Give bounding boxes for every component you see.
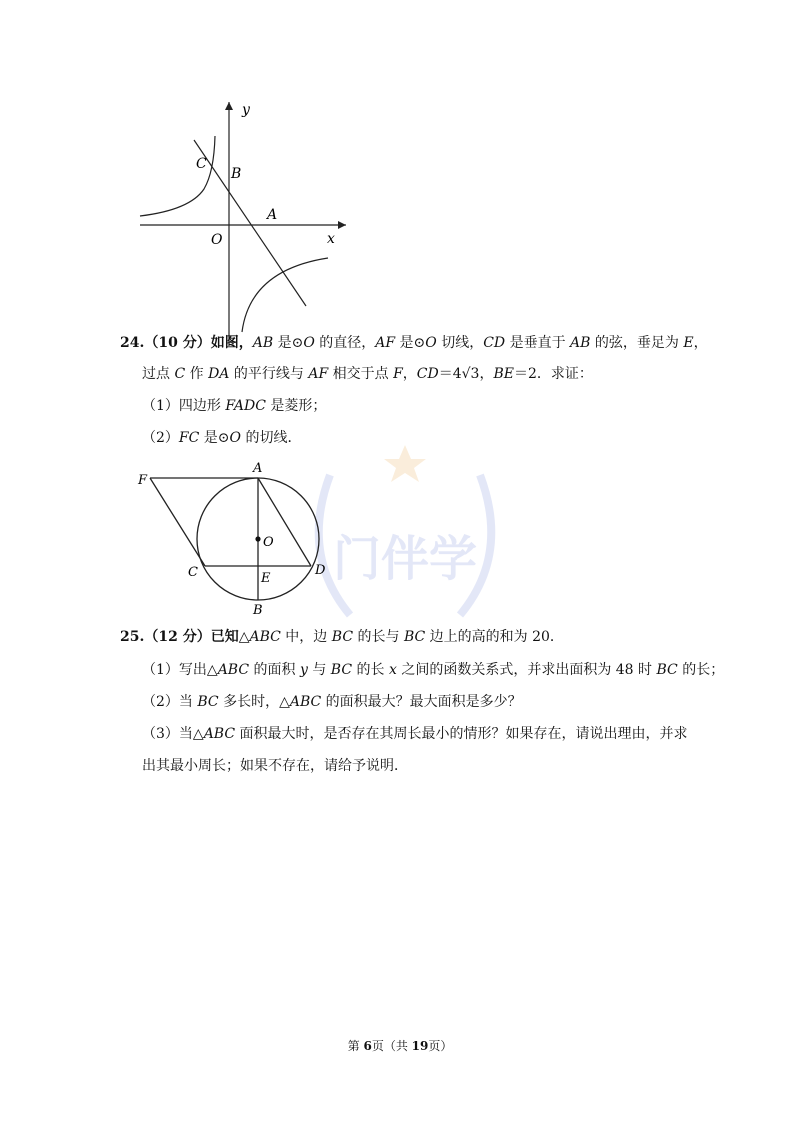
- x-axis-arrow-icon: [338, 221, 346, 229]
- text: 边上的高的和为 20．: [425, 629, 564, 645]
- label-x: x: [327, 231, 335, 247]
- text: 中，边: [280, 629, 332, 645]
- q24-line-1: [120, 333, 708, 353]
- text: 的面积: [249, 662, 300, 678]
- text: 的长与: [353, 629, 404, 645]
- label-a: A: [253, 461, 263, 476]
- q25-head: 25.（12 分）已知△: [120, 629, 250, 645]
- label-e: E: [261, 571, 271, 586]
- q25-line-1: [120, 627, 564, 647]
- label-a: A: [267, 207, 278, 223]
- text-abc: ABC: [203, 726, 236, 742]
- text: 的长；: [677, 662, 725, 678]
- text: （2）: [142, 430, 179, 446]
- label-c: C: [196, 156, 207, 172]
- text-cd-value: ＝4√3，: [438, 366, 494, 382]
- text: 相交于点: [328, 366, 394, 382]
- text: 是⊙: [199, 430, 230, 446]
- label-c: C: [188, 565, 198, 580]
- text-bc: BC: [331, 629, 354, 645]
- text: ，: [693, 335, 708, 351]
- label-d: D: [315, 563, 326, 578]
- footer-text: 第: [347, 1039, 364, 1053]
- text: （1）写出△: [142, 662, 218, 678]
- text: 的弦，垂足为: [590, 335, 684, 351]
- text: ＝2．求证：: [513, 366, 593, 382]
- text: 切线，: [436, 335, 484, 351]
- text-af: AF: [375, 335, 396, 351]
- text-fc: FC: [178, 430, 200, 446]
- q25-sub-2: [142, 692, 522, 712]
- text-f: F: [393, 366, 403, 382]
- text: 的长: [352, 662, 389, 678]
- footer-text: 页）: [428, 1039, 453, 1053]
- text-o: O: [425, 335, 437, 351]
- text-bc: BC: [330, 662, 353, 678]
- hyperbola-branch-left: [140, 136, 215, 216]
- text: （2）当: [142, 694, 198, 710]
- text: 是⊙: [395, 335, 426, 351]
- footer-text: 页（共: [371, 1039, 412, 1053]
- text-bc: BC: [403, 629, 426, 645]
- hyperbola-branch-right: [242, 258, 328, 332]
- text-c: C: [174, 366, 186, 382]
- text: 的面积最大？最大面积是多少？: [321, 694, 522, 710]
- text: 与: [307, 662, 331, 678]
- label-b: B: [253, 603, 263, 618]
- segment-ad: [258, 478, 311, 566]
- text: ，: [402, 366, 417, 382]
- text-cd: CD: [416, 366, 439, 382]
- text-o: O: [303, 335, 315, 351]
- text-e: E: [683, 335, 694, 351]
- text: 的切线．: [241, 430, 302, 446]
- text-ab: AB: [252, 335, 274, 351]
- segment-fc: [150, 478, 205, 566]
- text-x: x: [388, 662, 397, 678]
- q25-sub-3: [142, 724, 688, 744]
- text: 面积最大时，是否存在其周长最小的情形？如果存在，请说出理由，并求: [235, 726, 688, 742]
- text: 过点: [142, 366, 175, 382]
- label-origin: O: [211, 232, 223, 248]
- text-af: AF: [308, 366, 329, 382]
- q24-sub-2: [142, 428, 301, 448]
- figure-circle: [136, 456, 336, 618]
- text: 出其最小周长；如果不存在，请给予说明．: [142, 758, 408, 774]
- text: 作: [185, 366, 209, 382]
- page-number: 6: [363, 1039, 372, 1053]
- y-axis-arrow-icon: [225, 102, 233, 110]
- text: 是⊙: [273, 335, 304, 351]
- text-y: y: [299, 662, 308, 678]
- label-y: y: [242, 102, 250, 118]
- q25-sub-3-cont: [142, 756, 408, 776]
- text-abc: ABC: [249, 629, 281, 645]
- page-total: 19: [411, 1039, 429, 1053]
- text-fadc: FADC: [225, 398, 266, 414]
- text-be: BE: [493, 366, 514, 382]
- text-ab: AB: [570, 335, 591, 351]
- q24-head: 24.（10 分）如图，: [120, 335, 253, 351]
- text: 之间的函数关系式，并求出面积为 48 时: [396, 662, 657, 678]
- text: 多长时，△: [218, 694, 290, 710]
- q24-sub-1: [142, 396, 326, 416]
- center-point-o: [255, 536, 260, 541]
- line-cab: [194, 140, 306, 306]
- text-o: O: [229, 430, 242, 446]
- text: 是菱形；: [265, 398, 327, 414]
- watermark-text: 门伴学: [332, 531, 478, 587]
- text: 的平行线与: [229, 366, 309, 382]
- q25-sub-1: [142, 660, 724, 680]
- text-cd: CD: [483, 335, 506, 351]
- text-abc: ABC: [217, 662, 250, 678]
- label-f: F: [138, 473, 148, 488]
- label-o: O: [263, 535, 274, 550]
- q24-line-2: [142, 364, 593, 384]
- figure-hyperbola: [138, 96, 348, 348]
- text: （1）四边形: [142, 398, 226, 414]
- text: 是垂直于: [505, 335, 571, 351]
- page-footer: [0, 1037, 800, 1054]
- text-bc: BC: [197, 694, 219, 710]
- label-b: B: [231, 166, 242, 182]
- text-da: DA: [208, 366, 230, 382]
- text-abc: ABC: [289, 694, 322, 710]
- text-bc: BC: [656, 662, 678, 678]
- text: 的直径，: [314, 335, 376, 351]
- text: （3）当△: [142, 726, 204, 742]
